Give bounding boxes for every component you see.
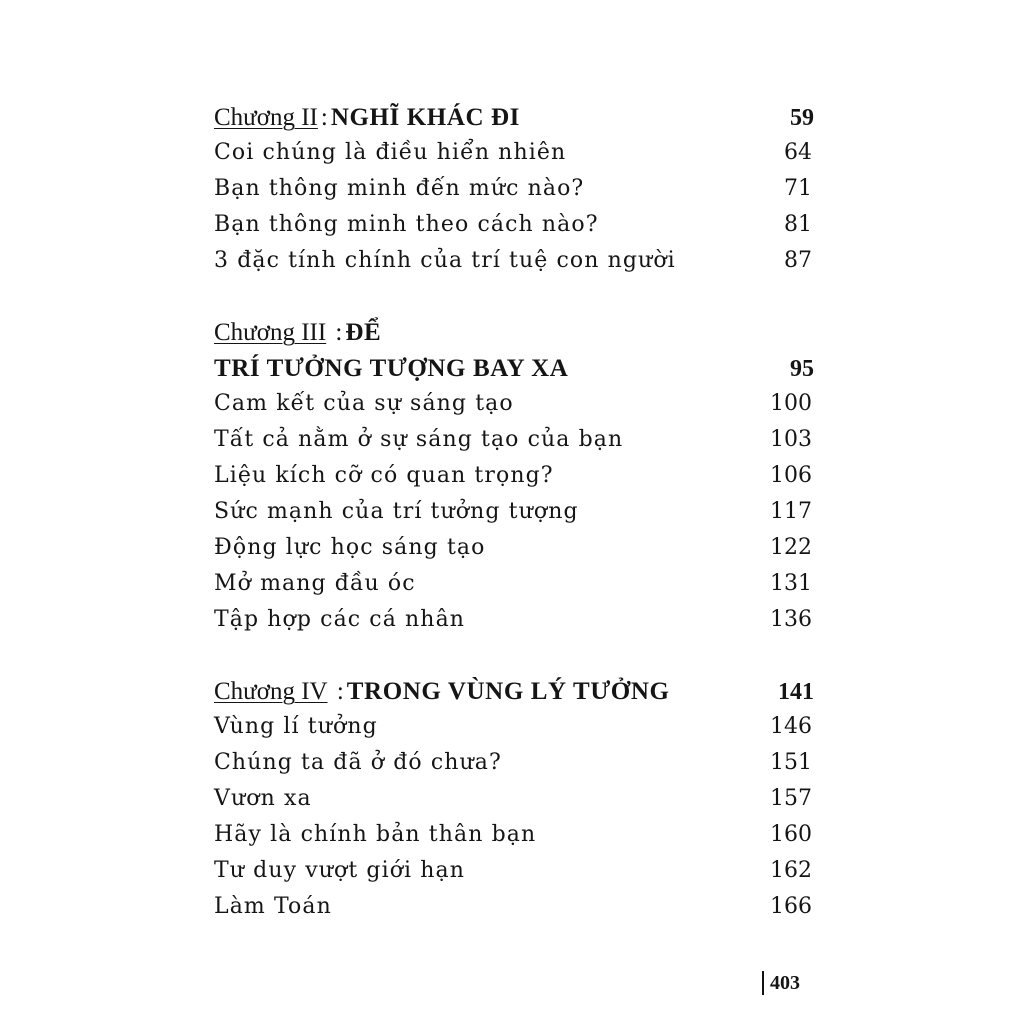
chapter-title: TRONG VÙNG LÝ TƯỞNG: [346, 678, 670, 705]
entry-page-number: 71: [784, 176, 812, 201]
section-gap: [214, 643, 814, 678]
toc-entry: [214, 571, 814, 607]
entry-page-number: 162: [770, 858, 812, 883]
entry-page-number: 160: [770, 822, 812, 847]
toc-entry: [214, 858, 814, 894]
entry-title: Cam kết của sự sáng tạo: [214, 391, 514, 416]
entry-title: Liệu kích cỡ có quan trọng?: [214, 463, 554, 488]
entry-page-number: 81: [784, 212, 812, 237]
entry-title: Chúng ta đã ở đó chưa?: [214, 750, 502, 775]
entry-page-number: 146: [770, 714, 812, 739]
entry-title: 3 đặc tính chính của trí tuệ con người: [214, 248, 676, 273]
toc-entry: [214, 750, 814, 786]
chapter-block-2: [214, 104, 814, 284]
chapter-block-3: [214, 319, 814, 643]
folio-rule: [762, 971, 764, 995]
chapter-title: NGHĨ KHÁC ĐI: [330, 104, 520, 131]
folio-page-number: 403: [770, 971, 800, 994]
entry-title: Tất cả nằm ở sự sáng tạo của bạn: [214, 427, 624, 452]
entry-page-number: 151: [770, 750, 812, 775]
entry-page-number: 136: [770, 607, 812, 632]
section-gap: [214, 284, 814, 319]
chapter-label: Chương III: [214, 319, 327, 346]
entry-title: Bạn thông minh theo cách nào?: [214, 212, 599, 237]
table-of-contents: [214, 104, 814, 930]
toc-entry: [214, 786, 814, 822]
chapter-heading: [214, 678, 814, 714]
chapter-separator: :: [320, 104, 328, 131]
entry-title: Tập hợp các cá nhân: [214, 607, 466, 632]
page-folio: [762, 970, 800, 996]
chapter-heading: [214, 104, 814, 140]
chapter-separator: :: [329, 319, 343, 346]
toc-entry: [214, 463, 814, 499]
entry-page-number: 106: [770, 463, 812, 488]
entry-title: Hãy là chính bản thân bạn: [214, 822, 537, 847]
entry-page-number: 117: [770, 499, 812, 524]
chapter-heading-text: [214, 104, 520, 132]
entry-page-number: 157: [770, 786, 812, 811]
chapter-label: Chương IV: [214, 678, 328, 705]
entry-title: Bạn thông minh đến mức nào?: [214, 176, 585, 201]
toc-entry: [214, 894, 814, 930]
chapter-page-number: 141: [778, 679, 814, 705]
toc-entry: [214, 714, 814, 750]
chapter-subtitle: TRÍ TƯỞNG TƯỢNG BAY XA: [214, 355, 569, 382]
chapter-subtitle-line: [214, 355, 814, 391]
entry-title: Vùng lí tưởng: [214, 714, 378, 739]
chapter-block-4: [214, 678, 814, 930]
chapter-label: Chương II: [214, 104, 318, 131]
toc-entry: [214, 140, 814, 176]
toc-entry: [214, 391, 814, 427]
entry-title: Coi chúng là điều hiển nhiên: [214, 140, 567, 165]
toc-entry: [214, 535, 814, 571]
chapter-separator: :: [330, 678, 344, 705]
entry-title: Vươn xa: [214, 786, 312, 811]
toc-entry: [214, 248, 814, 284]
entry-page-number: 64: [784, 140, 812, 165]
entry-title: Mở mang đầu óc: [214, 571, 416, 596]
entry-page-number: 100: [770, 391, 812, 416]
chapter-heading: [214, 319, 814, 355]
entry-title: Động lực học sáng tạo: [214, 535, 486, 560]
entry-page-number: 166: [770, 894, 812, 919]
chapter-page-number: 59: [790, 105, 814, 131]
toc-entry: [214, 822, 814, 858]
entry-title: Làm Toán: [214, 894, 332, 919]
chapter-heading-text: [214, 678, 670, 706]
toc-entry: [214, 499, 814, 535]
chapter-page-number: 95: [790, 356, 814, 382]
entry-page-number: 103: [770, 427, 812, 452]
entry-title: Tư duy vượt giới hạn: [214, 858, 466, 883]
chapter-title: ĐỂ: [345, 319, 382, 346]
toc-entry: [214, 607, 814, 643]
entry-page-number: 122: [770, 535, 812, 560]
toc-entry: [214, 212, 814, 248]
entry-page-number: 131: [770, 571, 812, 596]
entry-page-number: 87: [784, 248, 812, 273]
entry-title: Sức mạnh của trí tưởng tượng: [214, 499, 579, 524]
toc-entry: [214, 427, 814, 463]
chapter-heading-text: [214, 319, 381, 347]
toc-entry: [214, 176, 814, 212]
